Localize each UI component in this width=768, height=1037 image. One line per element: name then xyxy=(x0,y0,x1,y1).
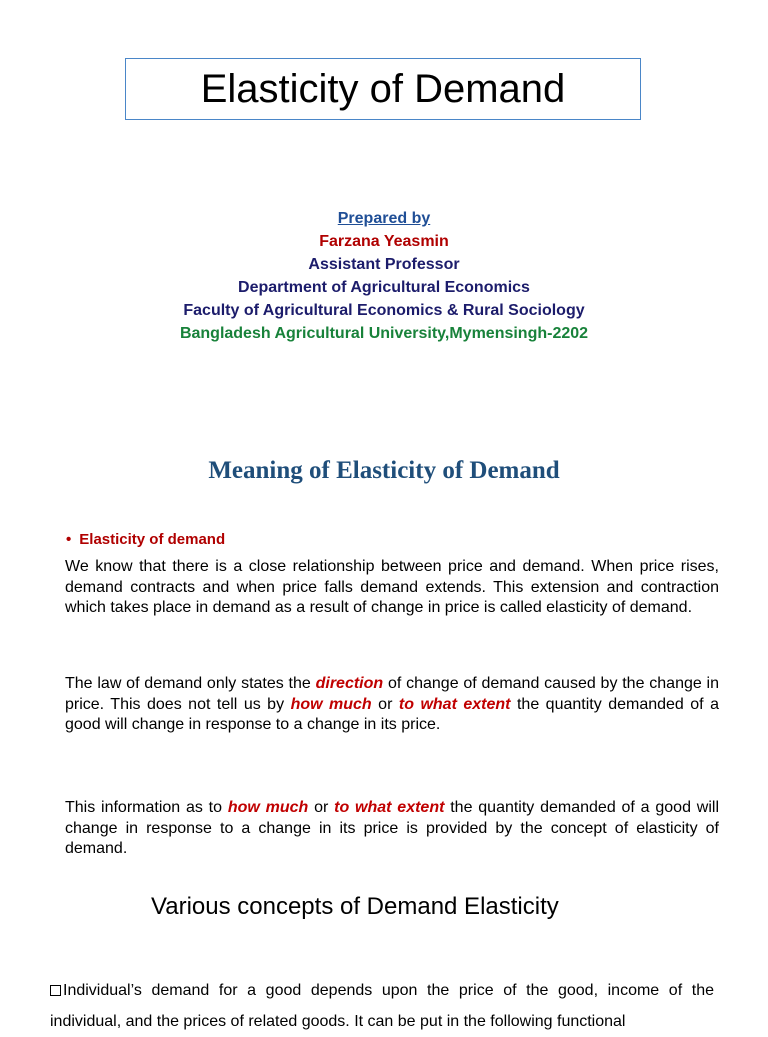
prepared-by-label: Prepared by xyxy=(337,210,431,227)
text-span: or xyxy=(308,799,335,816)
emphasis-how-much: how much xyxy=(290,695,372,713)
author-name: Farzana Yeasmin xyxy=(319,233,449,250)
emphasis-direction: direction xyxy=(315,675,384,692)
paragraph-information xyxy=(65,798,719,860)
emphasis-to-what-extent: to what extent xyxy=(334,799,445,816)
paragraph-individual-demand xyxy=(50,975,714,1037)
checkbox-icon xyxy=(50,985,61,996)
credits-block xyxy=(0,207,768,345)
bullet-label: Elasticity of demand xyxy=(79,531,226,548)
author-faculty: Faculty of Agricultural Economics & Rural Sociology xyxy=(183,302,585,319)
text-span: of change of demand caused by the change in price. This does not tell us by xyxy=(65,675,720,713)
text-span: the quantity demanded of a good will change in response to a change in its price is provided by the concept of elasticity of demand. xyxy=(65,799,719,857)
text-span: the quantity demanded of a good will change in response to a change in its price. xyxy=(65,695,720,733)
paragraph-text: Individual’s demand for a good depends upon the price of the good, income of the individual, and the prices of related goods. It can be put in the following functional xyxy=(50,982,714,1030)
text-span: This information as to xyxy=(65,799,228,816)
meaning-heading: Meaning of Elasticity of Demand xyxy=(208,457,560,484)
paragraph-definition: We know that there is a close relationship between price and demand. When price rises, demand contracts and when price falls demand extends. This extension and contraction which takes place in demand as a result of change in price is called elasticity of demand. xyxy=(65,558,719,616)
author-university: Bangladesh Agricultural University,Mymensingh-2202 xyxy=(179,325,589,342)
page-title: Elasticity of Demand xyxy=(200,66,566,111)
text-span: The law of demand only states the xyxy=(65,675,316,692)
paragraph-law-of-demand xyxy=(65,674,719,736)
bullet-dot-icon: • xyxy=(66,531,72,548)
text-span: or xyxy=(371,695,399,713)
bullet-item xyxy=(66,531,225,548)
emphasis-to-what-extent: to what extent xyxy=(398,695,511,713)
emphasis-how-much: how much xyxy=(227,799,309,816)
concepts-heading: Various concepts of Demand Elasticity xyxy=(151,893,559,920)
author-position: Assistant Professor xyxy=(308,256,460,273)
title-box xyxy=(125,58,641,120)
author-department: Department of Agricultural Economics xyxy=(238,279,530,296)
